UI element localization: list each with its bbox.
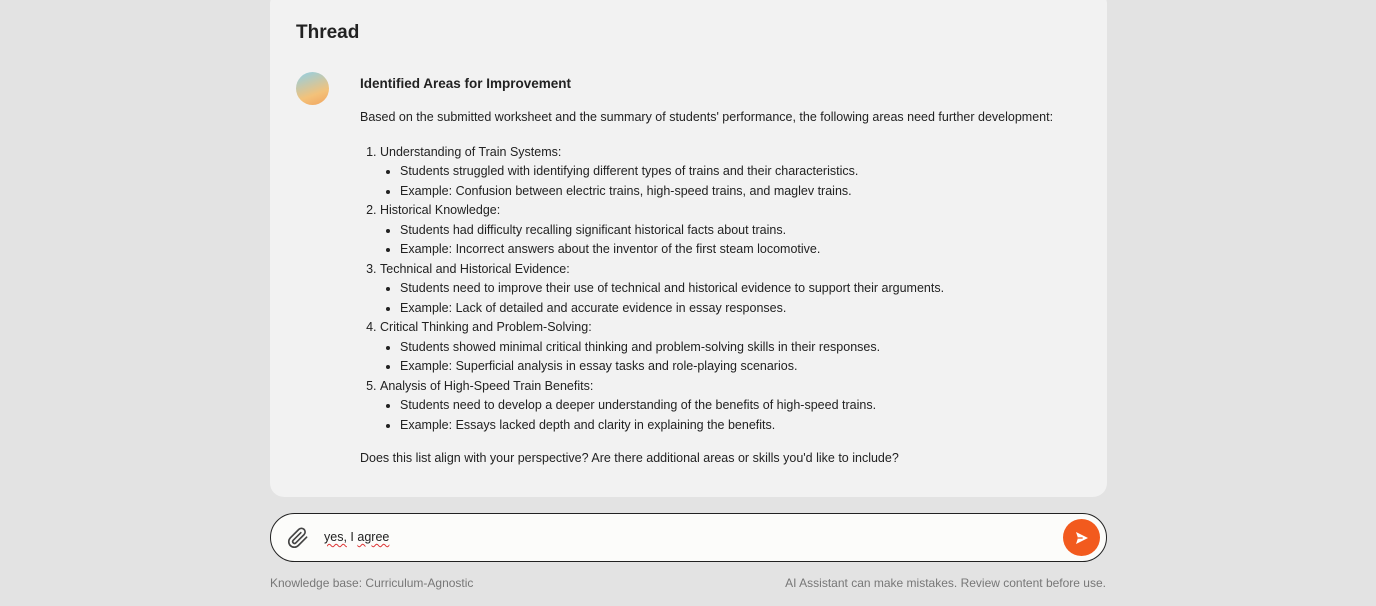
list-item: • Students need to improve their use of technical and historical evidence to support their arguments. <box>400 279 1060 299</box>
area-points <box>380 279 1060 318</box>
list-item: • Students need to develop a deeper understanding of the benefits of high-speed trains. <box>400 396 1060 416</box>
area-title: Analysis of High-Speed Train Benefits: <box>380 378 594 393</box>
list-item <box>380 143 1060 202</box>
list-item: • Example: Lack of detailed and accurate evidence in essay responses. <box>400 299 1060 319</box>
list-item: • Example: Essays lacked depth and clarity in explaining the benefits. <box>400 416 1060 436</box>
area-points <box>380 162 1060 201</box>
list-item: • Students had difficulty recalling significant historical facts about trains. <box>400 221 1060 241</box>
input-word: I <box>350 530 354 544</box>
input-word: agree <box>357 530 390 544</box>
area-points <box>380 338 1060 377</box>
message-composer <box>270 513 1107 562</box>
message-heading: Identified Areas for Improvement <box>360 76 572 91</box>
list-item: • Students struggled with identifying different types of trains and their characteristics. <box>400 162 1060 182</box>
list-item: • Example: Incorrect answers about the inventor of the first steam locomotive. <box>400 240 1060 260</box>
knowledge-base-label: Knowledge base: Curriculum-Agnostic <box>270 576 474 590</box>
area-points <box>380 221 1060 260</box>
list-item: • Example: Superficial analysis in essay tasks and role-playing scenarios. <box>400 357 1060 377</box>
send-icon <box>1074 530 1090 546</box>
send-button[interactable] <box>1063 519 1100 556</box>
area-title: Historical Knowledge: <box>380 203 501 217</box>
list-item <box>380 318 1060 377</box>
thread-title: Thread <box>296 22 360 43</box>
paperclip-icon[interactable] <box>287 527 309 549</box>
list-item: • Students showed minimal critical thinking and problem-solving skills in their responses. <box>400 338 1060 358</box>
message-intro: Based on the submitted worksheet and the summary of students' performance, the following areas need further development: <box>360 110 1054 124</box>
input-word: yes, <box>324 530 347 544</box>
list-item <box>380 201 1060 260</box>
assistant-avatar <box>296 72 329 105</box>
disclaimer-text: AI Assistant can make mistakes. Review content before use. <box>785 576 1106 590</box>
area-points <box>380 396 1060 435</box>
improvement-areas-list <box>360 143 1060 436</box>
list-item <box>380 260 1060 319</box>
list-item: • Example: Confusion between electric trains, high-speed trains, and maglev trains. <box>400 182 1060 202</box>
message-question: Does this list align with your perspective? Are there additional areas or skills you'd like to include? <box>360 451 899 465</box>
area-title: Understanding of Train Systems: <box>380 144 562 159</box>
area-title: Critical Thinking and Problem-Solving: <box>380 320 592 334</box>
list-item <box>380 377 1060 436</box>
assistant-message <box>360 74 1060 469</box>
area-title: Technical and Historical Evidence: <box>380 261 570 276</box>
message-input[interactable] <box>324 530 389 544</box>
thread-panel <box>270 0 1107 497</box>
